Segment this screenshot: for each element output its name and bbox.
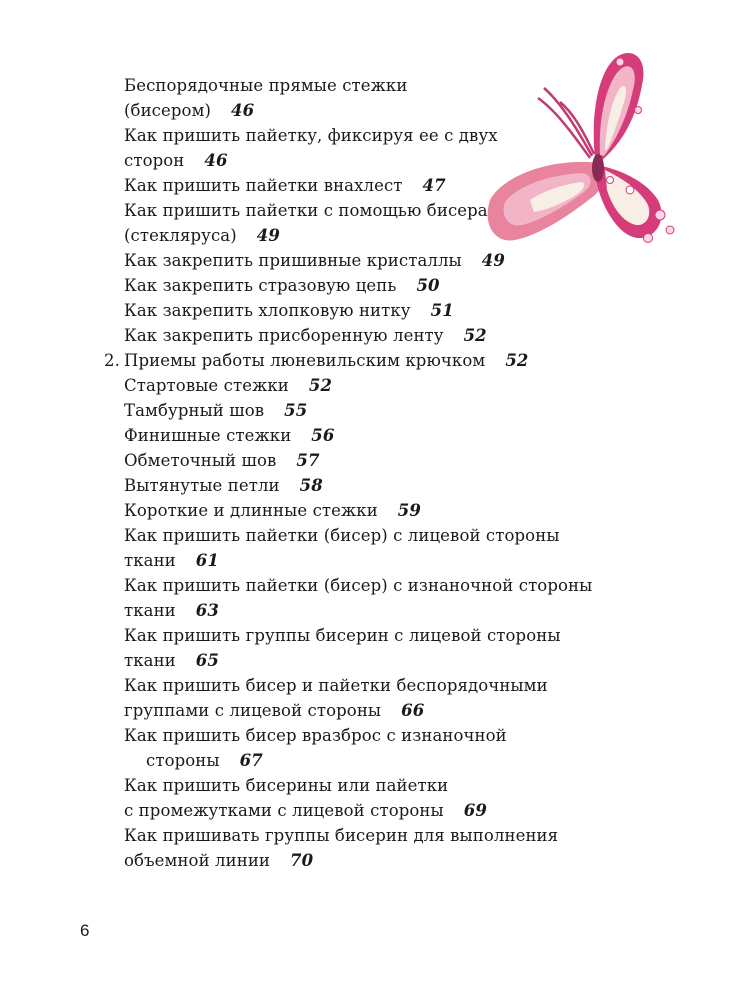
toc-entry: Тамбурный шов 55 [124, 401, 308, 420]
toc-page-number: 49 [481, 251, 505, 270]
toc-entry: Стартовые стежки 52 [124, 376, 333, 395]
toc-entry: стороны 67 [146, 751, 263, 770]
toc-entry: Как пришивать группы бисерин для выполнения [124, 826, 559, 845]
toc-entry: Как закрепить пришивные кристаллы 49 [124, 251, 505, 270]
toc-entry: ткани 65 [124, 651, 219, 670]
chapter-number: 2. [104, 351, 120, 370]
toc-entry: Как пришить пайетки (бисер) с лицевой стороны [124, 526, 560, 545]
embroidered-butterfly-illustration [470, 40, 700, 260]
toc-page-number: 50 [416, 276, 440, 295]
toc-entry: сторон 46 [124, 151, 228, 170]
toc-entry: Как пришить бисерины или пайетки [124, 776, 449, 795]
toc-entry: Как закрепить присборенную ленту 52 [124, 326, 487, 345]
toc-page-number: 56 [311, 426, 335, 445]
toc-page-number: 65 [195, 651, 219, 670]
toc-page-number: 63 [195, 601, 219, 620]
toc-page-number: 52 [505, 351, 529, 370]
toc-page-number: 52 [308, 376, 333, 395]
toc-page-number: 49 [256, 226, 280, 245]
toc-chapter-entry: 2. Приемы работы люневильским крючком 52 [104, 348, 529, 373]
toc-entry: Как пришить бисер вразброс с изнаночной [124, 726, 507, 745]
toc-page-number: 46 [231, 101, 255, 120]
toc-page-number: 66 [401, 701, 425, 720]
toc-page-number: 70 [290, 851, 314, 870]
toc-entry: (бисером) 46 [124, 101, 255, 120]
toc-entry: Как пришить пайетки (бисер) с изнаночной стороны [124, 576, 593, 595]
page-number: 6 [80, 921, 90, 940]
toc-entry: группами с лицевой стороны 66 [124, 701, 425, 720]
toc-entry: ткани 63 [124, 601, 219, 620]
toc-entry: объемной линии 70 [124, 851, 314, 870]
toc-entry: Как пришить пайетку, фиксируя ее с двух [124, 126, 498, 145]
toc-page-number: 52 [463, 326, 487, 345]
toc-entry: Как закрепить хлопковую нитку 51 [124, 301, 454, 320]
toc-entry: Как пришить группы бисерин с лицевой стороны [124, 626, 561, 645]
toc-page-number: 46 [204, 151, 228, 170]
toc-page-number: 58 [299, 476, 323, 495]
toc-entry: ткани 61 [124, 551, 219, 570]
toc-page-number: 67 [239, 751, 263, 770]
toc-entry: Как пришить пайетки внахлест 47 [124, 176, 446, 195]
toc-page-number: 47 [422, 176, 446, 195]
toc-page-number: 55 [284, 401, 308, 420]
toc-entry: Как пришить бисер и пайетки беспорядочными [124, 676, 548, 695]
toc-entry: (стекляруса) 49 [124, 226, 280, 245]
toc-page-number: 51 [430, 301, 454, 320]
toc-entry: Обметочный шов 57 [124, 451, 320, 470]
toc-page-number: 59 [397, 501, 421, 520]
toc-page-number: 57 [296, 451, 320, 470]
toc-entry: Как закрепить стразовую цепь 50 [124, 276, 440, 295]
toc-page-number: 69 [463, 801, 487, 820]
toc-entry: Вытянутые петли 58 [124, 476, 323, 495]
toc-entry: Беспорядочные прямые стежки [124, 76, 408, 95]
toc-entry: Короткие и длинные стежки 59 [124, 501, 421, 520]
toc-entry: Как пришить пайетки с помощью бисера [124, 201, 488, 220]
toc-entry: с промежутками с лицевой стороны 69 [124, 801, 487, 820]
toc-page-number: 61 [195, 551, 219, 570]
toc-entry: Финишные стежки 56 [124, 426, 335, 445]
